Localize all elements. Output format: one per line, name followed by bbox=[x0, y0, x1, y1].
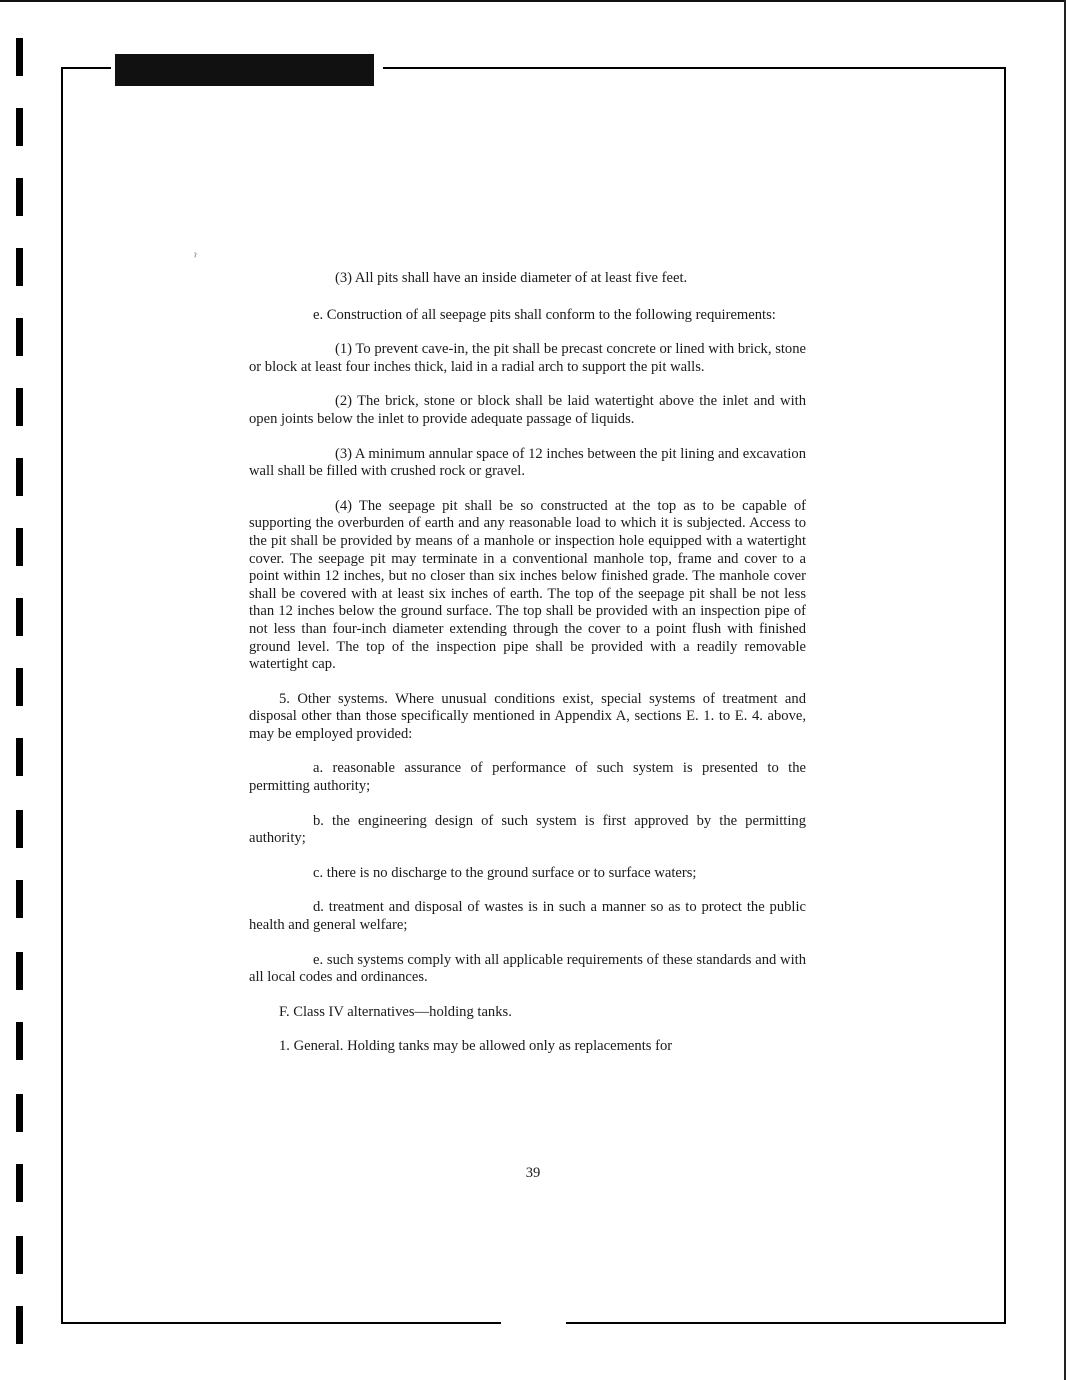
paragraph-3-pit-diameter: (3) All pits shall have an inside diameter of at least five feet. bbox=[335, 270, 688, 286]
frame-right-edge bbox=[1004, 67, 1006, 1324]
body-text bbox=[249, 270, 806, 1056]
binding-mark bbox=[16, 668, 23, 706]
scan-top-edge bbox=[0, 0, 1066, 2]
binding-mark bbox=[16, 1236, 23, 1274]
binding-mark bbox=[16, 38, 23, 76]
binding-mark bbox=[16, 1306, 23, 1344]
binding-mark bbox=[16, 598, 23, 636]
paragraph-b-engineering: b. the engineering design of such system is first approved by the permitting authority; bbox=[249, 812, 806, 847]
paragraph-1-cave-in: (1) To prevent cave-in, the pit shall be precast concrete or lined with brick, stone or block at least four inches thick, laid in a radial arch to support the pit walls. bbox=[249, 341, 806, 375]
paragraph-a-assurance: a. reasonable assurance of performance of such system is presented to the permitting authority; bbox=[249, 760, 806, 795]
paragraph-d-treatment: d. treatment and disposal of wastes is in such a manner so as to protect the public health and general welfare; bbox=[249, 899, 806, 934]
frame-top-left-segment bbox=[61, 67, 111, 69]
paragraph-2-brick: (2) The brick, stone or block shall be laid watertight above the inlet and with open joints below the inlet to provide adequate passage of liquids. bbox=[249, 393, 806, 427]
page-number: 39 bbox=[525, 1165, 541, 1181]
binding-mark bbox=[16, 880, 23, 918]
frame-top-right-segment bbox=[383, 67, 1006, 69]
binding-mark bbox=[16, 738, 23, 776]
paragraph-3-annular-space: (3) A minimum annular space of 12 inches between the pit lining and excavation wall shall be filled with crushed rock or gravel. bbox=[249, 445, 806, 480]
binding-mark bbox=[16, 1094, 23, 1132]
binding-mark bbox=[16, 248, 23, 286]
scan-speck: ˀ bbox=[194, 252, 197, 263]
binding-mark bbox=[16, 388, 23, 426]
binding-mark bbox=[16, 952, 23, 990]
binding-mark bbox=[16, 108, 23, 146]
frame-bottom-right-segment bbox=[566, 1322, 1006, 1324]
paragraph-5-other-systems: 5. Other systems. Where unusual conditions exist, special systems of treatment and disposal other than those specifically mentioned in Appendix A, sections E. 1. to E. 4. above, may be employed provided: bbox=[249, 690, 806, 742]
frame-bottom-left-segment bbox=[61, 1322, 501, 1324]
binding-mark bbox=[16, 178, 23, 216]
paragraph-e-construction: e. Construction of all seepage pits shall conform to the following requirements: bbox=[313, 306, 776, 323]
binding-mark bbox=[16, 528, 23, 566]
paragraph-1-general: 1. General. Holding tanks may be allowed only as replacements for bbox=[279, 1038, 673, 1055]
heading-f-class-iv: F. Class IV alternatives—holding tanks. bbox=[279, 1003, 512, 1020]
paragraph-4-seepage-pit-top: (4) The seepage pit shall be so constructed at the top as to be capable of supporting the overburden of earth and any reasonable load to which it is subjected. Access to the pit shall be provided by means of a manhole or inspection hole equipped with a watertight cover. The seepage pit may terminate in a conventional manhole top, frame and cover to a point within 12 inches, but no closer than six inches below finished grade. The manhole cover shall be covered with at least six inches of earth. The top of the seepage pit shall be not less than 12 inches below the ground surface. The top shall be provided with an inspection pipe of not less than four-inch diameter extending through the cover to a point flush with finished ground level. The top of the inspection pipe shall be provided with a readily removable watertight cap. bbox=[249, 497, 806, 673]
frame-left-edge bbox=[61, 67, 63, 1324]
binding-mark bbox=[16, 1022, 23, 1060]
paragraph-e-comply: e. such systems comply with all applicable requirements of these standards and with all local codes and ordinances. bbox=[249, 951, 806, 986]
binding-mark bbox=[16, 318, 23, 356]
binding-mark bbox=[16, 458, 23, 496]
paragraph-c-discharge: c. there is no discharge to the ground surface or to surface waters; bbox=[313, 864, 697, 881]
header-redaction-bar bbox=[115, 54, 374, 86]
binding-mark bbox=[16, 810, 23, 848]
